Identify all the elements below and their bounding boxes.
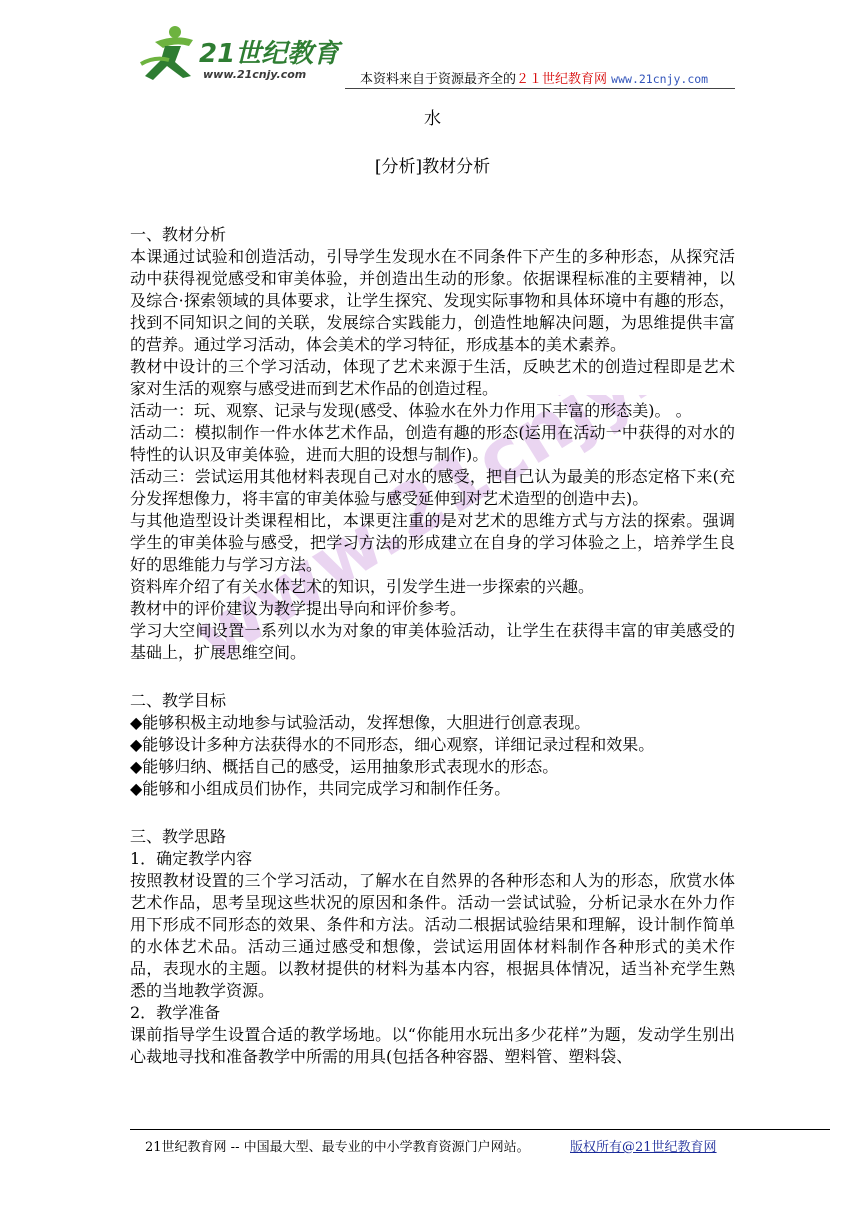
page-subtitle: [分析]教材分析 (374, 157, 491, 177)
paragraph: 本课通过试验和创造活动，引导学生发现水在不同条件下产生的多种形态，从探究活动中获得视觉感受和审美体验，并创造出生动的形象。依据课程标准的主要精神，以及综合·探索领域的具体要求，让学生探究、发现实际事物和具体环境中有趣的形态，找到不同知识之间的关联，发展综合实践能力，创造性地解决问题，为思维提供丰富的营养。通过学习活动，体会美术的学习特征，形成基本的美术素养。 (130, 247, 735, 354)
section-textbook-analysis (130, 224, 735, 664)
list-item: ◆能够和小组成员们协作，共同完成学习和制作任务。 (130, 779, 511, 798)
subheading: 1．确定教学内容 (130, 849, 253, 868)
paragraph: 资料库介绍了有关水体艺术的知识，引发学生进一步探索的兴趣。 (130, 577, 595, 596)
section-heading: 一、教材分析 (130, 225, 227, 244)
paragraph: 课前指导学生设置合适的教学场地。以“你能用水玩出多少花样”为题，发动学生别出心裁地寻找和准备教学中所需的用具(包括各种容器、塑料管、塑料袋、 (130, 1025, 735, 1066)
list-item: ◆能够设计多种方法获得水的不同形态，细心观察，详细记录过程和效果。 (130, 735, 655, 754)
section-teaching-approach (130, 826, 735, 1068)
paragraph: 学习大空间设置一系列以水为对象的审美体验活动，让学生在获得丰富的审美感受的基础上，扩展思维空间。 (130, 621, 735, 662)
paragraph: 活动三：尝试运用其他材料表现自己对水的感受，把自己认为最美的形态定格下来(充分发挥想像力，将丰富的审美体验与感受延伸到对艺术造型的创造中去)。 (130, 467, 735, 508)
subheading: 2．教学准备 (130, 1003, 221, 1022)
paragraph: 活动一：玩、观察、记录与发现(感受、体验水在外力作用下丰富的形态美)。 。 (130, 401, 692, 420)
footer-rule (130, 1129, 830, 1130)
page-title: 水 (424, 109, 441, 129)
section-teaching-goals (130, 690, 735, 800)
watermark-text: www.21cnjy.com (178, 395, 735, 681)
document-body (130, 100, 735, 1068)
logo-text: 21世纪教育 (199, 39, 340, 69)
header-note-prefix: 本资料来自于资源最齐全的 (360, 72, 517, 87)
logo-graphic (135, 20, 365, 86)
paragraph: 教材中的评价建议为教学提出导向和评价参考。 (130, 599, 467, 618)
footer-text: 21世纪教育网 -- 中国最大型、最专业的中小学教育资源门户网站。 (145, 1140, 530, 1155)
list-item: ◆能够归纳、概括自己的感受，运用抽象形式表现水的形态。 (130, 757, 559, 776)
header-note (360, 68, 708, 87)
header-note-brand: ２１世纪教育网 (516, 72, 608, 87)
logo-url: www.21cnjy.com (203, 68, 307, 81)
section-heading: 三、教学思路 (130, 827, 227, 846)
header-rule (345, 88, 735, 89)
header-note-url[interactable]: www.21cnjy.com (611, 72, 709, 86)
page-header (135, 20, 735, 90)
paragraph: 与其他造型设计类课程相比，本课更注重的是对艺术的思维方式与方法的探索。强调学生的审美体验与感受，把学习方法的形成建立在自身的学习体验之上，培养学生良好的思维能力与学习方法。 (130, 511, 735, 574)
list-item: ◆能够积极主动地参与试验活动，发挥想像，大胆进行创意表现。 (130, 713, 591, 732)
section-heading: 二、教学目标 (130, 691, 227, 710)
paragraph: 按照教材设置的三个学习活动，了解水在自然界的各种形态和人为的形态，欣赏水体艺术作品，思考呈现这些状况的原因和条件。活动一尝试试验，分析记录水在外力作用下形成不同形态的效果、条件和方法。活动二根据试验结果和理解，设计制作简单的水体艺术品。活动三通过感受和想像，尝试运用固体材料制作各种形式的美术作品，表现水的主题。以教材提供的材料为基本内容，根据具体情况，适当补充学生熟悉的当地教学资源。 (130, 871, 735, 1000)
copyright-link[interactable]: 版权所有@21世纪教育网 (570, 1140, 717, 1155)
logo (135, 20, 365, 86)
paragraph: 教材中设计的三个学习活动，体现了艺术来源于生活，反映艺术的创造过程即是艺术家对生活的观察与感受进而到艺术作品的创造过程。 (130, 357, 735, 398)
paragraph: 活动二：模拟制作一件水体艺术作品，创造有趣的形态(运用在活动一中获得的对水的特性的认识及审美体验，进而大胆的设想与制作)。 (130, 423, 735, 464)
